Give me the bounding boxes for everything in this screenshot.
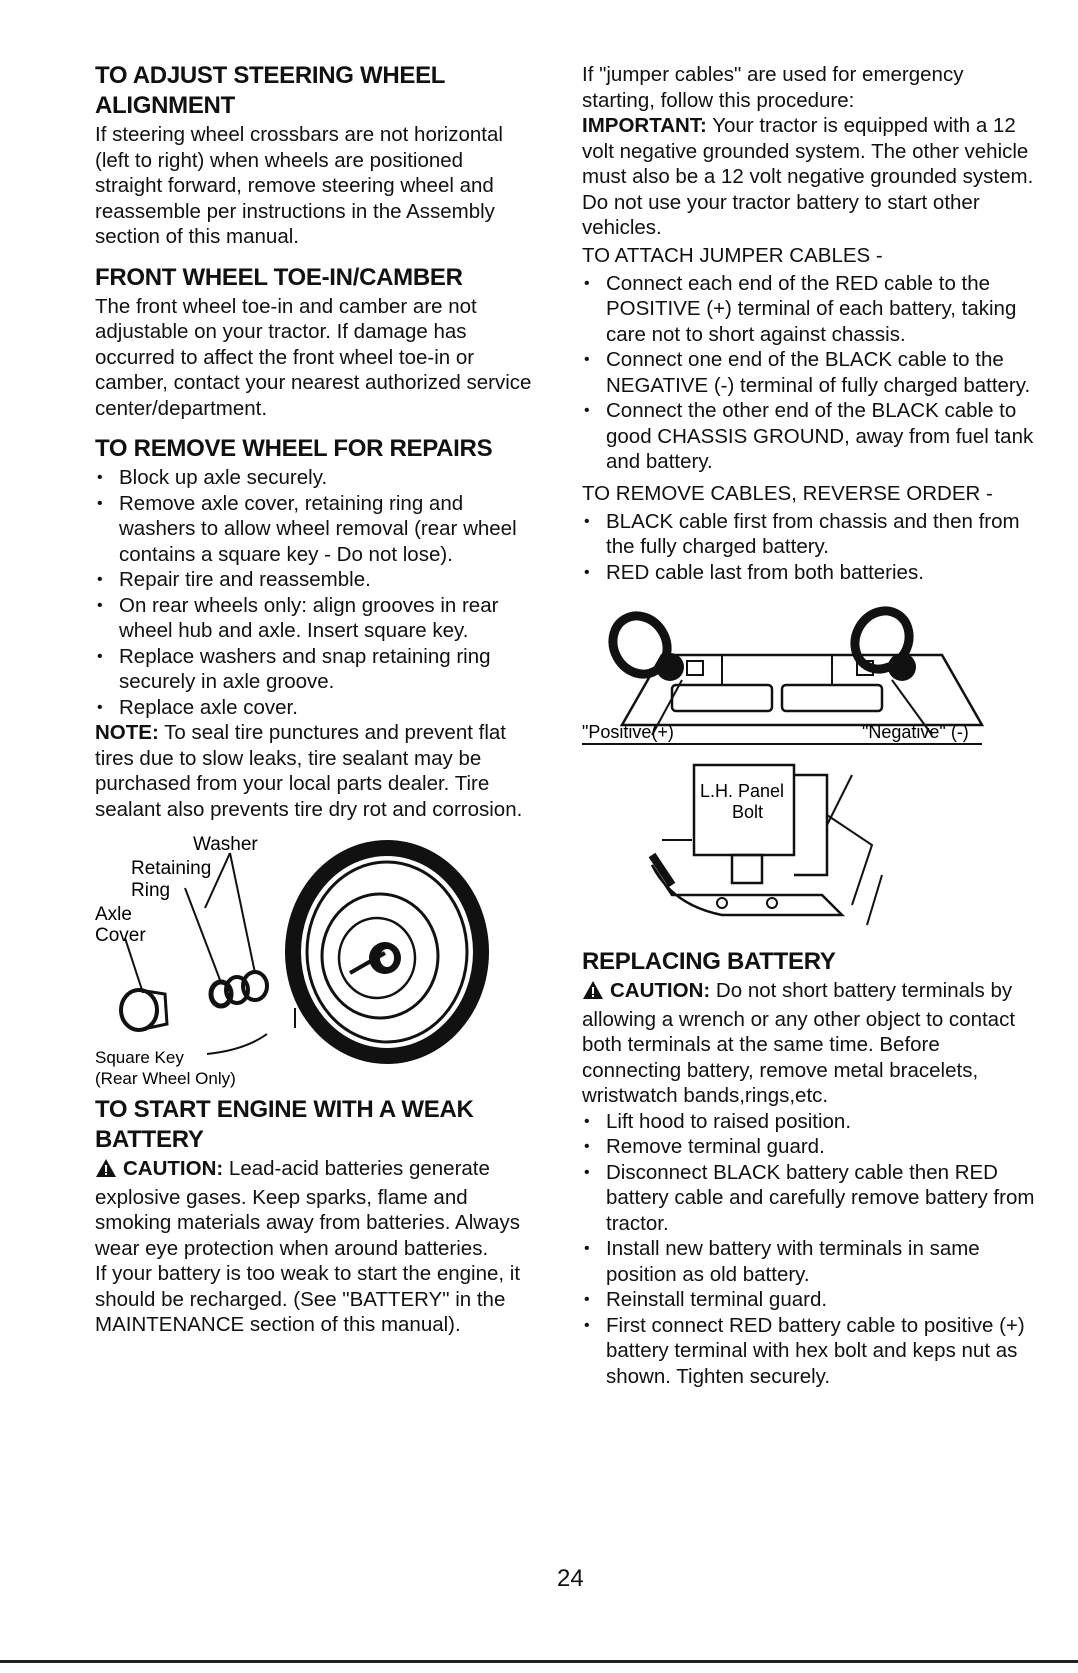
attach-cables-title: TO ATTACH JUMPER CABLES -	[582, 243, 883, 267]
toe-in-body: The front wheel toe-in and camber are not adjustable on your tractor. If damage has occurred to affect the front wheel toe-in or camber, contact your nearest authorized service center/department.	[95, 294, 532, 420]
list-item: • Replace washers and snap retaining ring securely in axle groove.	[95, 644, 535, 695]
list-item: • Connect the other end of the BLACK cable to good CHASSIS GROUND, away from fuel tank and battery.	[582, 398, 1042, 475]
battery-terminals-drawing	[582, 595, 1002, 745]
wheel-assembly-drawing	[95, 828, 535, 1096]
label-negative: "Negative" (-)	[862, 722, 969, 742]
list-item: • Lift hood to raised position.	[582, 1109, 1042, 1135]
label-positive: "Positive(+)	[582, 722, 674, 742]
steering-title-line2: ALIGNMENT	[95, 92, 235, 119]
toe-in-title: FRONT WHEEL TOE-IN/CAMBER	[95, 263, 463, 291]
jumper-important	[582, 113, 1042, 241]
panel-bolt-drawing	[582, 755, 1002, 930]
replacing-caution	[582, 978, 1042, 1109]
caution-text: Do not short battery terminals by allowing a wrench or any other object to contact both terminals at the same time. Before connecting battery, remove metal bracelets, wristwatch bands,rings,etc.	[582, 979, 1016, 1107]
weak-battery-title-line2: BATTERY	[95, 1126, 204, 1153]
steering-title-line1: TO ADJUST STEERING WHEEL	[95, 62, 446, 89]
list-item: • Block up axle securely.	[95, 465, 535, 491]
list-item: • RED cable last from both batteries.	[582, 560, 1042, 586]
label-lh-panel: L.H. Panel	[700, 781, 785, 801]
important-text: Your tractor is equipped with a 12 volt negative grounded system. The other vehicle must also be a 12 volt negative grounded system. Do not use your tractor battery to start other vehicles.	[582, 114, 1034, 239]
label-bolt: Bolt	[732, 802, 764, 822]
replacing-battery-section	[582, 948, 1042, 1389]
list-item: • Connect one end of the BLACK cable to the NEGATIVE (-) terminal of fully charged battery.	[582, 347, 1042, 398]
important-label: IMPORTANT:	[582, 114, 707, 137]
caution-text: Lead-acid batteries generate explosive gases. Keep sparks, flame and smoking materials away from batteries. Always wear eye protection when around batteries.	[95, 1157, 520, 1260]
tire-sealant-note	[95, 720, 535, 822]
label-rear-wheel-only: (Rear Wheel Only)	[95, 1069, 236, 1088]
replacing-steps-list	[582, 1109, 1042, 1390]
list-item: • Disconnect BLACK battery cable then RED battery cable and carefully remove battery from tractor.	[582, 1160, 1042, 1237]
weak-battery-title-line1: TO START ENGINE WITH A WEAK	[95, 1096, 474, 1123]
list-item: • BLACK cable first from chassis and then from the fully charged battery.	[582, 509, 1042, 560]
list-item: • Remove axle cover, retaining ring and washers to allow wheel removal (rear wheel contains a square key - Do not lose).	[95, 491, 535, 568]
jumper-cables-section	[582, 62, 1042, 585]
remove-wheel-list	[95, 465, 535, 720]
label-square-key: Square Key	[95, 1048, 184, 1067]
remove-cables-title: TO REMOVE CABLES, REVERSE ORDER -	[582, 481, 993, 505]
warning-triangle-icon	[582, 980, 604, 1007]
weak-battery-body: If your battery is too weak to start the engine, it should be recharged. (See "BATTERY" in the MAINTENANCE section of this manual).	[95, 1262, 521, 1336]
wheel-assembly-figure	[95, 828, 535, 1096]
jumper-battery-figure	[582, 595, 1042, 745]
label-cover: Cover	[95, 925, 146, 946]
list-item: • Connect each end of the RED cable to the POSITIVE (+) terminal of each battery, taking care not to short against chassis.	[582, 271, 1042, 348]
list-item: • First connect RED battery cable to positive (+) battery terminal with hex bolt and keps nut as shown. Tighten securely.	[582, 1313, 1042, 1390]
page-number: 24	[557, 1565, 584, 1592]
list-item: • Repair tire and reassemble.	[95, 567, 535, 593]
label-retaining: Retaining	[131, 858, 212, 879]
caution-label: CAUTION:	[610, 979, 711, 1002]
note-label: NOTE:	[95, 721, 159, 744]
steering-body: If steering wheel crossbars are not horizontal (left to right) when wheels are positioned straight forward, remove steering wheel and reassemble per instructions in the Assembly section of this manual.	[95, 123, 503, 248]
list-item: • Remove terminal guard.	[582, 1134, 1042, 1160]
toe-in-section	[95, 264, 535, 422]
label-washer: Washer	[193, 834, 258, 855]
left-column	[95, 62, 535, 1338]
list-item: • Install new battery with terminals in same position as old battery.	[582, 1236, 1042, 1287]
right-column	[582, 62, 1042, 1389]
list-item: • Reinstall terminal guard.	[582, 1287, 1042, 1313]
replacing-battery-title: REPLACING BATTERY	[582, 948, 836, 975]
bottom-rule	[0, 1660, 1078, 1663]
warning-triangle-icon	[95, 1158, 117, 1185]
label-ring: Ring	[131, 880, 171, 901]
attach-cables-list	[582, 271, 1042, 475]
remove-cables-list	[582, 509, 1042, 586]
remove-wheel-title: TO REMOVE WHEEL FOR REPAIRS	[95, 435, 493, 462]
remove-wheel-section	[95, 435, 535, 822]
caution-label: CAUTION:	[123, 1157, 224, 1180]
weak-battery-caution	[95, 1156, 535, 1261]
list-item: • Replace axle cover.	[95, 695, 535, 721]
note-text: To seal tire punctures and prevent flat tires due to slow leaks, tire sealant may be purchased from your local parts dealer. Tire sealant also prevents tire dry rot and corrosion.	[95, 721, 523, 821]
jumper-intro: If "jumper cables" are used for emergency starting, follow this procedure:	[582, 63, 964, 112]
list-item: • On rear wheels only: align grooves in rear wheel hub and axle. Insert square key.	[95, 593, 535, 644]
panel-bolt-figure	[582, 755, 1042, 930]
label-axle: Axle	[95, 904, 132, 925]
weak-battery-section	[95, 1096, 535, 1338]
steering-alignment-section	[95, 62, 535, 250]
